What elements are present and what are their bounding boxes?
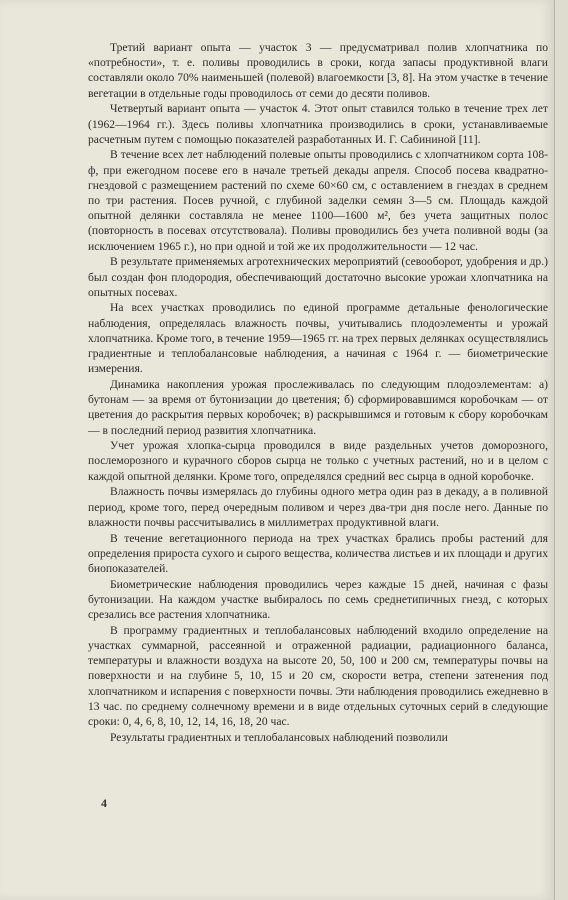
body-text — [88, 40, 548, 745]
facing-page-edge — [554, 0, 568, 900]
paragraph: Биометрические наблюдения проводились через каждые 15 дней, начиная с фазы бутонизации. На каждом участке выбиралось по семь среднетипичных гнезд, с которых срезались все растения хлопчатника. — [88, 577, 548, 622]
paragraph: В течение всех лет наблюдений полевые опыты проводились с хлопчатником сорта 108-ф, при ежегодном посеве его в начале третьей декады апреля. Способ посева квадратно-гнездовой с размещением растений по схеме 60×60 см, с оставлением в гнездах в среднем по три растения. Посев ручной, с глубиной заделки семян 3—5 см. Площадь каждой опытной делянки составляла не менее 1100—1600 м², без учета защитных полос (повторность в посевах отсутствовала). Поливы проводились без учета поливной воды (за исключением 1965 г.), но при одной и той же их продолжительности — 12 час. — [88, 148, 548, 253]
paragraph: Динамика накопления урожая прослеживалась по следующим плодоэлементам: а) бутонам — за время от бутонизации до цветения; б) сформировавшимся коробочкам — от цветения до раскрытия первых коробочек; в) раскрывшимся и готовым к сбору коробочкам — в последний период развития хлопчатника. — [88, 377, 548, 437]
paragraph: Учет урожая хлопка-сырца проводился в виде раздельных учетов доморозного, послеморозного и курачного сборов сырца не только с учетных растений, но и в целом с каждой опытной делянки. Кроме того, определялся средний вес сырца в одной коробочке. — [88, 439, 548, 483]
paragraph: Четвертый вариант опыта — участок 4. Этот опыт ставился только в течение трех лет (1962—1964 гг.). Здесь поливы хлопчатника производились в сроки, устанавливаемые расчетным путем с помощью показателей разработанных И. Г. Сабининой [11]. — [88, 102, 548, 146]
paragraph: Влажность почвы измерялась до глубины одного метра один раз в декаду, а в поливной период, кроме того, перед очередным поливом и через два-три дня после него. Данные по влажности почвы рассчитывались в миллиметрах продуктивной влаги. — [88, 485, 548, 529]
paragraph: Третий вариант опыта — участок 3 — предусматривал полив хлопчатника по «потребности», т. е. поливы проводились в сроки, когда запасы продуктивной влаги составляли около 70% наименьшей (полевой) влагоемкости [3, 8]. На этом участке в течение вегетации в отдельные годы проводилось от семи до десяти поливов. — [88, 41, 548, 100]
paragraph: В программу градиентных и теплобалансовых наблюдений входило определение на участках суммарной, рассеянной и отраженной радиации, радиационного баланса, температуры и влажности воздуха на высоте 20, 50, 100 и 200 см, температуры почвы на поверхности и на глубине 5, 10, 15 и 20 см, скорости ветра, степени затенения под хлопчатником и испарения с поверхности почвы. Эти наблюдения проводились ежедневно в 13 час. по среднему солнечному времени и в виде отдельных суточных серий в следующие сроки: 0, 4, 6, 8, 10, 12, 14, 16, 18, 20 час. — [88, 623, 548, 728]
paragraph: На всех участках проводились по единой программе детальные фенологические наблюдения, определялась влажность почвы, учитывались плодоэлементы и урожай хлопчатника. Кроме того, в течение 1959—1965 гг. на трех первых делянках осуществлялись градиентные и теплобалансовые наблюдения, а начиная с 1964 г. — биометрические измерения. — [88, 301, 549, 376]
page-number: 4 — [101, 796, 107, 810]
paragraph: Результаты градиентных и теплобалансовых наблюдений позволили — [110, 730, 448, 744]
paragraph: В результате применяемых агротехнических мероприятий (севооборот, удобрения и др.) был создан фон плодородия, обеспечивающий достаточно высокие урожаи хлопчатника на опытных посевах. — [88, 255, 548, 299]
paragraph: В течение вегетационного периода на трех участках брались пробы растений для определения прироста сухого и сырого вещества, количества листьев и их площади и других биопоказателей. — [88, 531, 548, 575]
